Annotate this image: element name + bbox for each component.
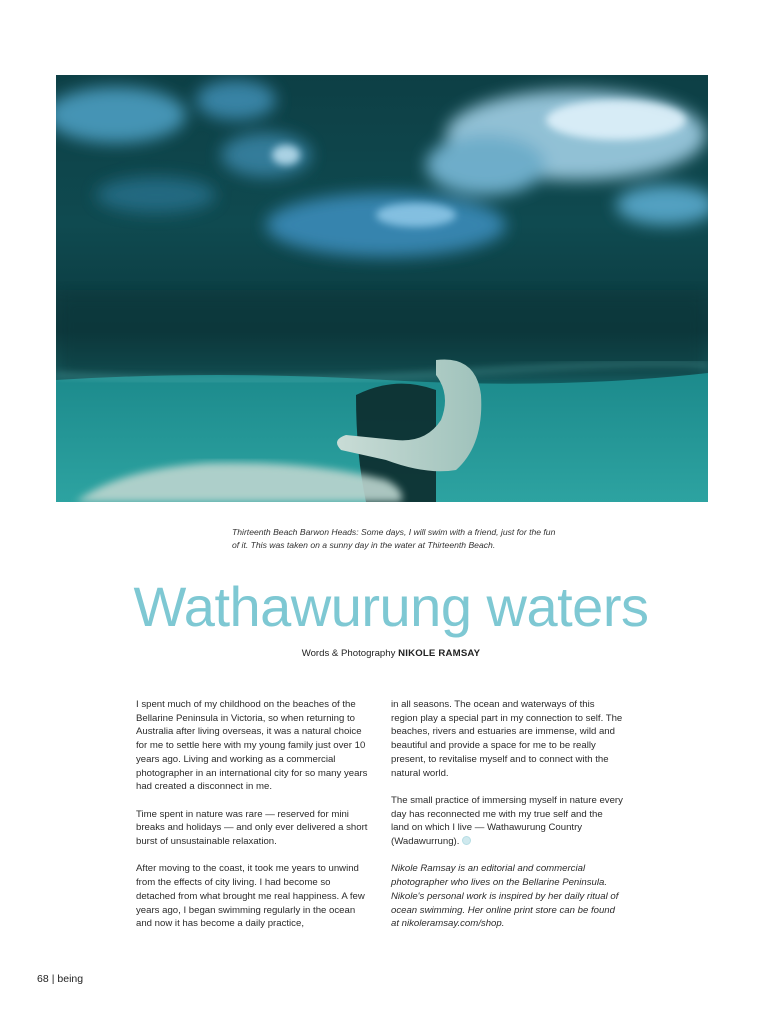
paragraph: Time spent in nature was rare — reserved for mini breaks and holidays — and only ever delivered a short burst of unsustainable relaxation.	[136, 808, 368, 848]
body-column-right	[391, 698, 623, 945]
page-folio	[37, 973, 83, 985]
body-column-left	[136, 698, 372, 945]
photo-illustration	[56, 75, 708, 502]
article-title: Wathawurung waters	[133, 575, 649, 638]
page-number: 68	[37, 973, 49, 985]
folio-separator: |	[51, 973, 55, 985]
end-mark-icon	[462, 836, 471, 845]
paragraph: in all seasons. The ocean and waterways of this region play a special part in my connection to self. The beaches, rivers and estuaries are immense, wild and beautiful and provide a space for me to be really present, to revitalise myself and to connect with the natural world.	[391, 699, 623, 779]
byline-prefix: Words & Photography	[301, 648, 396, 659]
byline	[0, 648, 782, 659]
magazine-name: being	[57, 973, 84, 985]
paragraph-text: The small practice of immersing myself in nature every day has reconnected me with my true self and the land on which I live — Wathawurung Country (Wadawurrung).	[391, 794, 623, 848]
byline-credit: NIKOLE RAMSAY	[398, 648, 481, 659]
paragraph: I spent much of my childhood on the beaches of the Bellarine Peninsula in Victoria, so when returning to Australia after living overseas, it was a natural choice for me to settle here with my young family just over 10 years ago. Living and working as a commercial photographer in an international city for so many years had created a disconnect in me.	[136, 699, 368, 793]
paragraph: After moving to the coast, it took me years to unwind from the effects of city living. I had become so detached from what brought me real happiness. A few years ago, I began swimming regularly in the ocean and now it has become a daily practice,	[136, 863, 365, 930]
paragraph-last	[391, 794, 623, 849]
author-bio: Nikole Ramsay is an editorial and commercial photographer who lives on the Bellarine Peninsula. Nikole's personal work is inspired by her daily ritual of ocean swimming. Her online print store can be found at nikoleramsay.com/shop.	[391, 863, 619, 930]
underwater-swimmer-photo	[56, 75, 708, 502]
photo-caption: Thirteenth Beach Barwon Heads: Some days, I will swim with a friend, just for the fun of it. This was taken on a sunny day in the water at Thirteenth Beach.	[232, 527, 556, 550]
